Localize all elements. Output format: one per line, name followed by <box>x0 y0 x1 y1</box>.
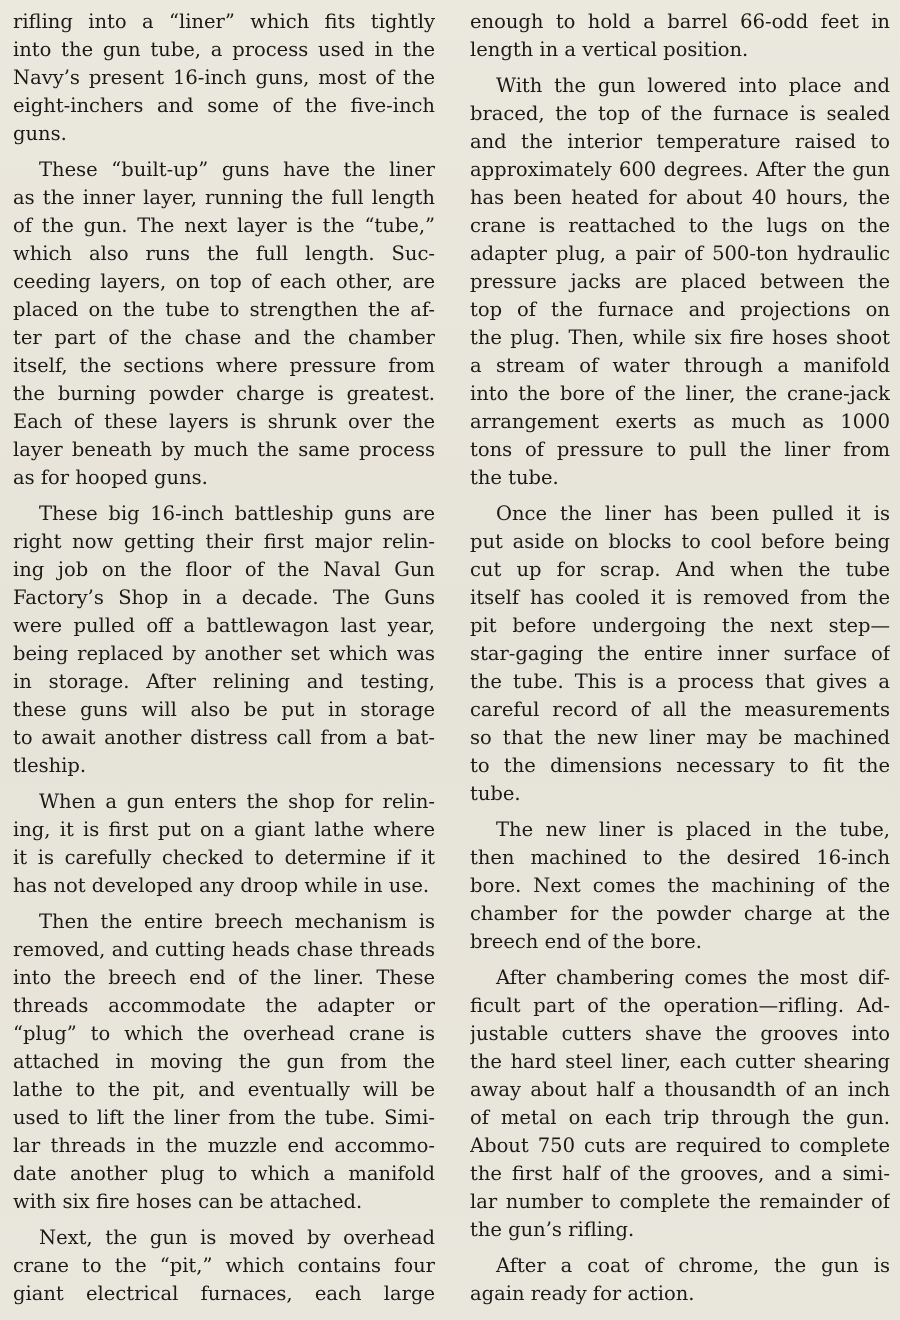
text-line: threads accommodate the adapter or <box>13 994 435 1017</box>
text-line: tube. <box>470 782 521 805</box>
text-line: Each of these layers is shrunk over the <box>13 410 435 433</box>
text-line: length in a vertical position. <box>470 38 749 61</box>
text-line: adapter plug, a pair of 500-ton hydraulic <box>470 242 890 265</box>
text-line: the tube. <box>470 466 559 489</box>
text-line: which also runs the full length. Suc- <box>13 242 435 265</box>
text-line: These “built-up” guns have the liner <box>39 158 435 181</box>
text-line: it is carefully checked to determine if it <box>13 846 435 869</box>
paragraph <box>470 1252 890 1308</box>
text-line: pit before undergoing the next step— <box>470 614 890 637</box>
text-line: the tube. This is a process that gives a <box>470 670 890 693</box>
text-line: tleship. <box>13 754 87 777</box>
text-line: careful record of all the measurements <box>470 698 890 721</box>
text-line: of the gun. The next layer is the “tube,” <box>13 214 435 237</box>
text-line: ceeding layers, on top of each other, are <box>13 270 435 293</box>
text-line: breech end of the bore. <box>470 930 702 953</box>
text-line: put aside on blocks to cool before being <box>470 530 890 553</box>
text-line: the gun’s rifling. <box>470 1218 635 1241</box>
text-line: with six fire hoses can be attached. <box>13 1190 363 1213</box>
text-line: has not developed any droop while in use. <box>13 874 430 897</box>
text-line: itself, the sections where pressure from <box>13 354 435 377</box>
text-line: ing job on the floor of the Naval Gun <box>13 558 435 581</box>
text-line: enough to hold a barrel 66-odd feet in <box>470 10 890 33</box>
text-line: ficult part of the operation—rifling. Ad- <box>470 994 890 1017</box>
text-line: a stream of water through a manifold <box>470 354 890 377</box>
text-line: removed, and cutting heads chase threads <box>13 938 435 961</box>
text-line: giant electrical furnaces, each large <box>13 1282 435 1305</box>
text-line: ter part of the chase and the chamber <box>13 326 435 349</box>
text-line: into the gun tube, a process used in the <box>13 38 435 61</box>
text-line: arrangement exerts as much as 1000 <box>470 410 890 433</box>
paragraph <box>13 500 435 780</box>
text-line: the burning powder charge is greatest. <box>13 382 435 405</box>
paragraph <box>13 156 435 492</box>
paragraph <box>470 72 890 492</box>
text-line: so that the new liner may be machined <box>470 726 890 749</box>
paragraph <box>13 1224 435 1308</box>
right-column <box>470 8 890 1316</box>
text-line: to the dimensions necessary to fit the <box>470 754 890 777</box>
text-line: into the breech end of the liner. These <box>13 966 435 989</box>
text-line: has been heated for about 40 hours, the <box>470 186 890 209</box>
paragraph <box>470 8 890 64</box>
text-line: the plug. Then, while six fire hoses shoot <box>470 326 890 349</box>
paragraph <box>13 8 435 148</box>
text-line: these guns will also be put in storage <box>13 698 435 721</box>
text-line: away about half a thousandth of an inch <box>470 1078 890 1101</box>
text-line: layer beneath by much the same process <box>13 438 435 461</box>
text-line: the hard steel liner, each cutter shearing <box>470 1050 890 1073</box>
text-line: and the interior temperature raised to <box>470 130 890 153</box>
text-line: right now getting their first major relin- <box>13 530 435 553</box>
text-line: being replaced by another set which was <box>13 642 435 665</box>
text-line: lar number to complete the remainder of <box>470 1190 890 1213</box>
text-line: placed on the tube to strengthen the af- <box>13 298 435 321</box>
text-line: When a gun enters the shop for relin- <box>39 790 435 813</box>
text-line: These big 16-inch battleship guns are <box>39 502 435 525</box>
text-line: Next, the gun is moved by overhead <box>39 1226 435 1249</box>
paragraph <box>470 964 890 1244</box>
text-line: The new liner is placed in the tube, <box>496 818 890 841</box>
text-line: Then the entire breech mechanism is <box>39 910 435 933</box>
text-line: as the inner layer, running the full length <box>13 186 435 209</box>
text-line: ing, it is first put on a giant lathe where <box>13 818 435 841</box>
paragraph <box>470 500 890 808</box>
text-line: the first half of the grooves, and a simi- <box>470 1162 890 1185</box>
text-line: justable cutters shave the grooves into <box>470 1022 890 1045</box>
text-line: of metal on each trip through the gun. <box>470 1106 890 1129</box>
text-line: date another plug to which a manifold <box>13 1162 435 1185</box>
text-line: eight-inchers and some of the five-inch <box>13 94 435 117</box>
text-line: in storage. After relining and testing, <box>13 670 435 693</box>
text-line: Once the liner has been pulled it is <box>496 502 890 525</box>
text-line: crane is reattached to the lugs on the <box>470 214 890 237</box>
text-line: as for hooped guns. <box>13 466 208 489</box>
text-line: top of the furnace and projections on <box>470 298 890 321</box>
text-line: tons of pressure to pull the liner from <box>470 438 890 461</box>
text-line: After chambering comes the most dif- <box>496 966 890 989</box>
text-line: attached in moving the gun from the <box>13 1050 435 1073</box>
text-line: Factory’s Shop in a decade. The Guns <box>13 586 435 609</box>
text-line: “plug” to which the overhead crane is <box>13 1022 435 1045</box>
text-line: lathe to the pit, and eventually will be <box>13 1078 435 1101</box>
text-line: cut up for scrap. And when the tube <box>470 558 890 581</box>
text-line: braced, the top of the furnace is sealed <box>470 102 890 125</box>
text-line: pressure jacks are placed between the <box>470 270 890 293</box>
text-line: crane to the “pit,” which contains four <box>13 1254 435 1277</box>
text-line: About 750 cuts are required to complete <box>470 1134 890 1157</box>
paragraph <box>13 908 435 1216</box>
text-line: were pulled off a battlewagon last year, <box>13 614 435 637</box>
paragraph <box>470 816 890 956</box>
paragraph <box>13 788 435 900</box>
text-line: star-gaging the entire inner surface of <box>470 642 890 665</box>
text-line: into the bore of the liner, the crane-jack <box>470 382 890 405</box>
text-line: itself has cooled it is removed from the <box>470 586 890 609</box>
text-line: After a coat of chrome, the gun is <box>496 1254 890 1277</box>
text-line: chamber for the powder charge at the <box>470 902 890 925</box>
text-line: used to lift the liner from the tube. Simi- <box>13 1106 435 1129</box>
text-line: rifling into a “liner” which fits tightly <box>13 10 435 33</box>
text-line: again ready for action. <box>470 1282 695 1305</box>
text-line: approximately 600 degrees. After the gun <box>470 158 890 181</box>
text-line: guns. <box>13 122 67 145</box>
text-line: Navy’s present 16-inch guns, most of the <box>13 66 435 89</box>
text-line: bore. Next comes the machining of the <box>470 874 890 897</box>
left-column <box>13 8 435 1316</box>
text-line: lar threads in the muzzle end accommo- <box>13 1134 435 1157</box>
text-line: With the gun lowered into place and <box>496 74 890 97</box>
text-line: then machined to the desired 16-inch <box>470 846 890 869</box>
text-line: to await another distress call from a bat- <box>13 726 435 749</box>
